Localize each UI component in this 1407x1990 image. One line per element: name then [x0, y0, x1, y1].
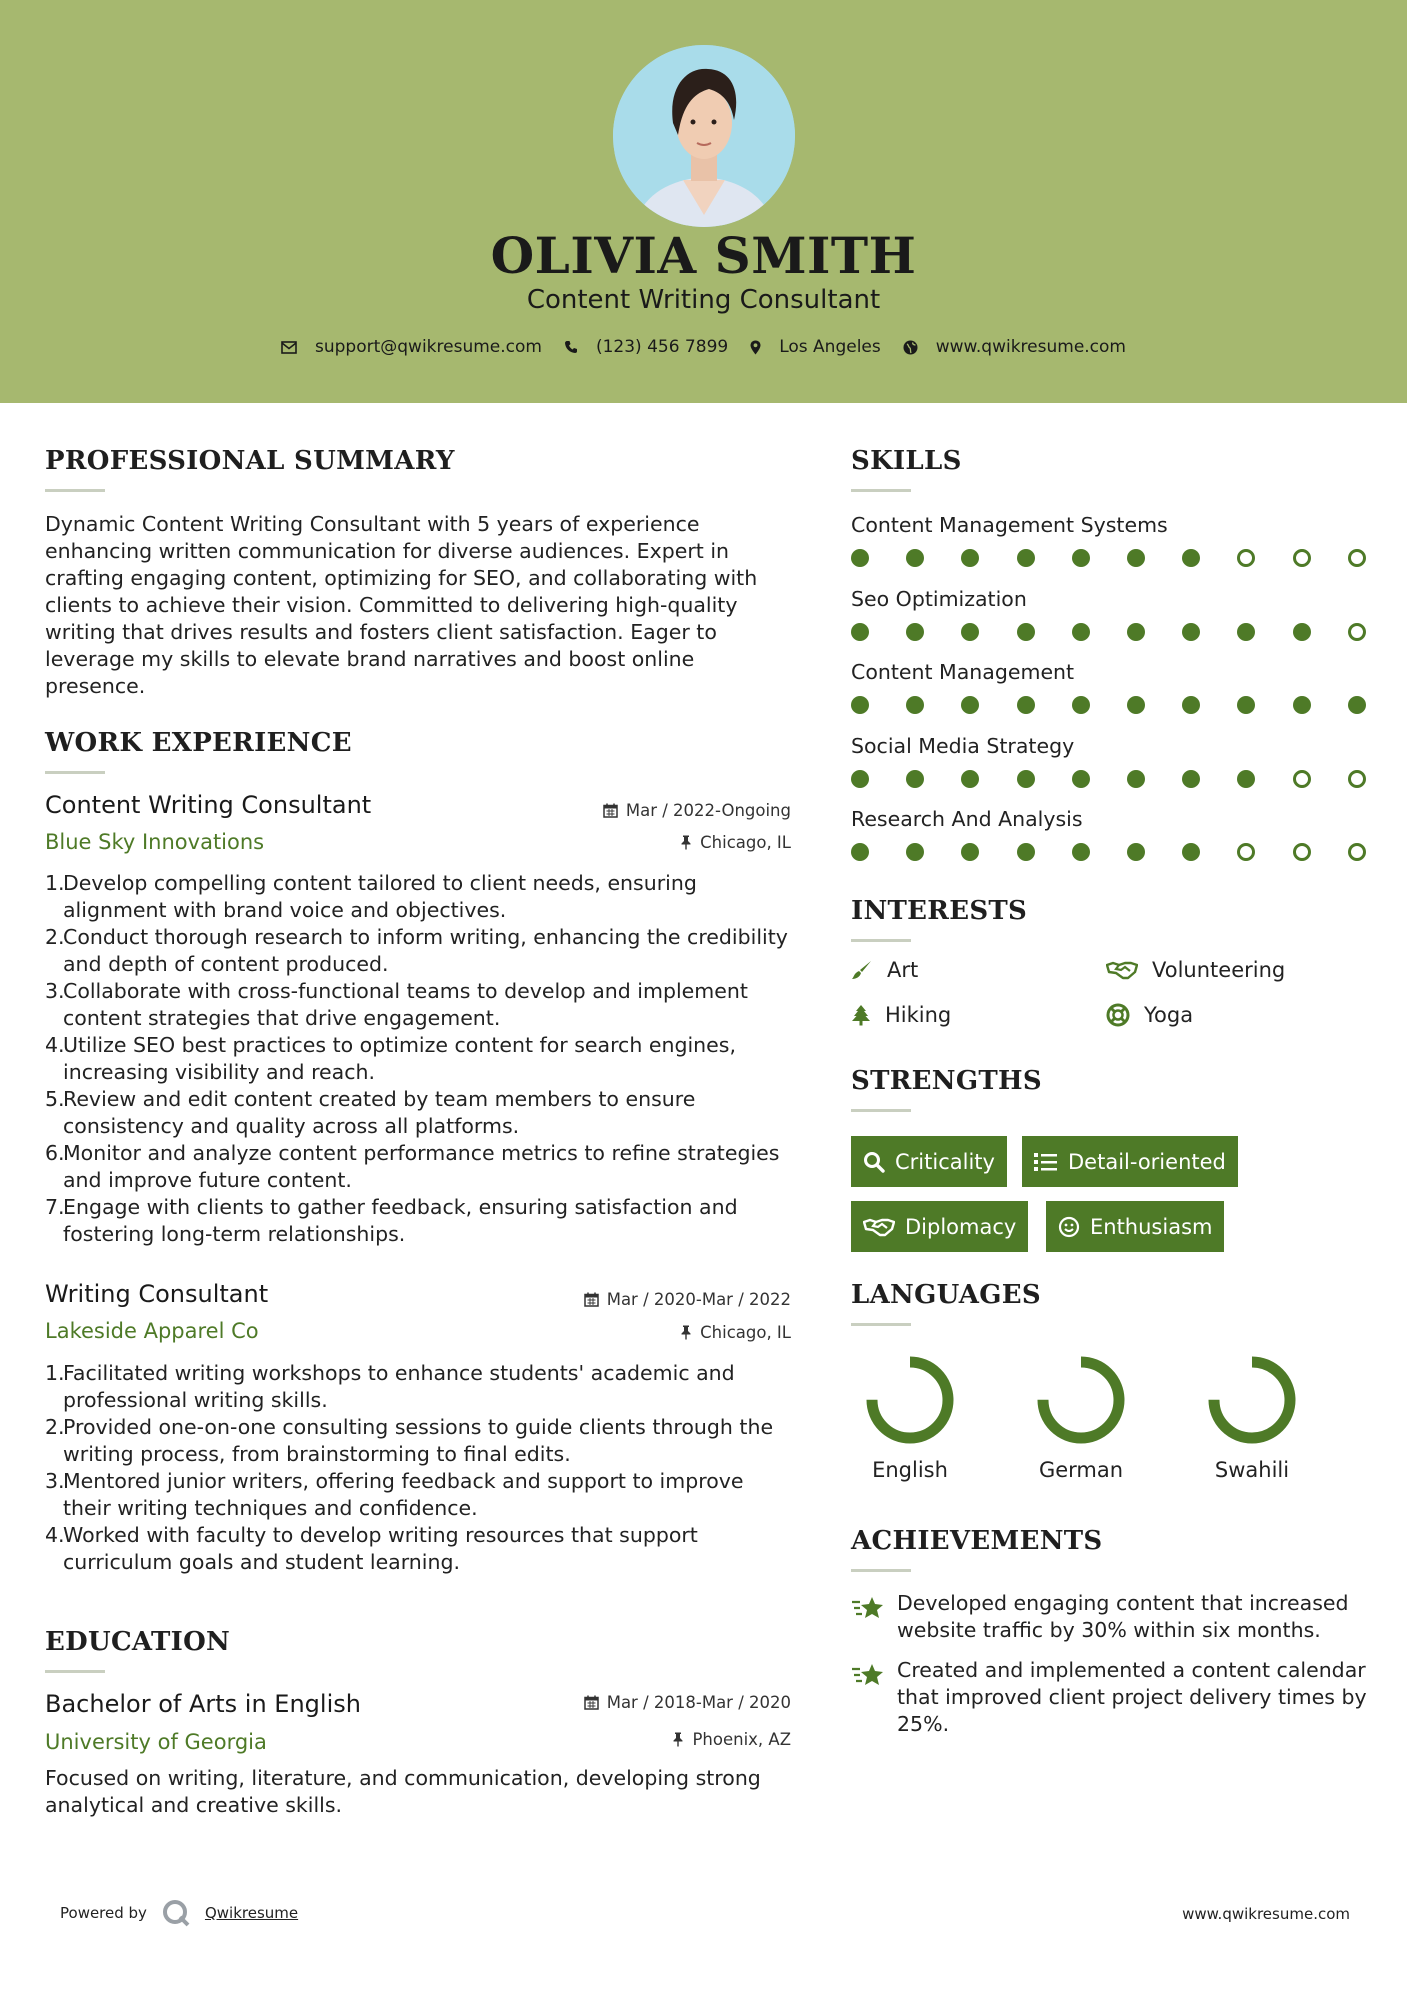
skill-rating	[851, 549, 1371, 569]
contact-website[interactable]	[903, 337, 1126, 357]
job-company: Blue Sky Innovations	[45, 830, 265, 854]
star-icon	[851, 1594, 885, 1622]
interest-label: Yoga	[1144, 1003, 1194, 1027]
candidate-name: OLIVIA SMITH	[490, 226, 917, 285]
skill-dot-filled	[1127, 843, 1145, 861]
interests-heading: INTERESTS	[851, 896, 1028, 926]
footer-url[interactable]: www.qwikresume.com	[1182, 1905, 1350, 1923]
interest-item	[851, 958, 918, 982]
contact-email-text: support@qwikresume.com	[315, 337, 542, 357]
skill-name: Social Media Strategy	[851, 733, 1075, 758]
contact-phone-text: (123) 456 7899	[595, 337, 729, 357]
skill-dot-filled	[851, 843, 869, 861]
skill-dot-filled	[1237, 623, 1255, 641]
skill-rating	[851, 623, 1371, 643]
skills-heading: SKILLS	[851, 446, 962, 476]
tree-icon	[851, 1004, 871, 1026]
skill-dot-filled	[1237, 770, 1255, 788]
skill-dot-empty	[1348, 770, 1366, 788]
interest-label: Volunteering	[1152, 958, 1286, 982]
skill-rating	[851, 696, 1371, 716]
skill-dot-filled	[1072, 549, 1090, 567]
skill-dot-filled	[1182, 623, 1200, 641]
contact-location	[750, 337, 881, 357]
strength-tag	[851, 1201, 1028, 1252]
experience-heading: WORK EXPERIENCE	[45, 728, 352, 758]
thumbtack-icon	[680, 835, 692, 850]
skill-dot-filled	[1182, 843, 1200, 861]
skill-dot-empty	[1293, 549, 1311, 567]
skill-dot-filled	[1072, 696, 1090, 714]
strengths-heading: STRENGTHS	[851, 1066, 1042, 1096]
education-dates-text: Mar / 2018-Mar / 2020	[606, 1693, 791, 1712]
handshake-icon	[863, 1216, 895, 1238]
envelope-icon	[281, 341, 297, 354]
education-description: Focused on writing, literature, and communication, developing strong analytical and creative skills.	[45, 1766, 761, 1817]
languages-heading: LANGUAGES	[851, 1280, 1041, 1310]
skill-dot-filled	[961, 843, 979, 861]
language-name: English	[872, 1458, 948, 1482]
skill-dot-filled	[1127, 696, 1145, 714]
interest-item	[1106, 958, 1285, 982]
contact-website-text: www.qwikresume.com	[935, 337, 1126, 357]
skill-dot-empty	[1348, 843, 1366, 861]
life-ring-icon	[1106, 1003, 1130, 1027]
strength-tag	[1046, 1201, 1224, 1252]
language-ring-arc	[872, 1362, 948, 1438]
list-item: 2. Provided one-on-one consulting sessions to guide clients through the writing process, from brainstorming to final edits.	[45, 1415, 774, 1466]
skill-dot-filled	[851, 696, 869, 714]
skill-dot-filled	[1072, 770, 1090, 788]
candidate-title: Content Writing Consultant	[526, 285, 881, 315]
job-location	[560, 833, 791, 852]
search-icon	[863, 1151, 885, 1173]
language-item	[850, 1350, 970, 1482]
achievements-heading-rule	[851, 1569, 911, 1572]
school-name: University of Georgia	[45, 1730, 267, 1754]
job-dates-text: Mar / 2022-Ongoing	[625, 801, 791, 820]
list-icon	[1034, 1152, 1058, 1172]
skill-dot-filled	[851, 623, 869, 641]
phone-icon	[564, 340, 578, 354]
contact-bar	[0, 337, 1407, 357]
achievement-item: Created and implemented a content calendar that improved client project delivery times by 25%.	[851, 1657, 1371, 1738]
skill-rating	[851, 843, 1371, 863]
qwikresume-logo-icon	[161, 1898, 191, 1928]
calendar-icon	[603, 803, 618, 818]
skill-dot-filled	[1127, 770, 1145, 788]
summary-heading-rule	[45, 489, 105, 492]
strength-label: Detail-oriented	[1068, 1149, 1226, 1174]
language-ring	[1031, 1350, 1131, 1450]
list-item: 4. Utilize SEO best practices to optimize content for search engines, increasing visibility and reach.	[45, 1033, 736, 1084]
map-marker-icon	[750, 340, 761, 355]
language-ring-arc	[1043, 1362, 1119, 1438]
skill-dot-empty	[1237, 843, 1255, 861]
calendar-icon	[584, 1292, 599, 1307]
language-item	[1021, 1350, 1141, 1482]
job-bullets	[45, 1360, 795, 1576]
education-location-text: Phoenix, AZ	[692, 1730, 791, 1749]
list-item: 1. Develop compelling content tailored to client needs, ensuring alignment with brand voice and objectives.	[45, 871, 697, 922]
skill-dot-filled	[1017, 696, 1035, 714]
skills-heading-rule	[851, 489, 911, 492]
skill-dot-filled	[961, 549, 979, 567]
list-item: 7. Engage with clients to gather feedback, ensuring satisfaction and fostering long-term relationships.	[45, 1195, 738, 1246]
strengths-heading-rule	[851, 1109, 911, 1112]
skill-dot-empty	[1293, 843, 1311, 861]
contact-location-text: Los Angeles	[779, 337, 881, 357]
interest-label: Art	[887, 958, 919, 982]
job-location-text: Chicago, IL	[700, 833, 791, 852]
job-title: Writing Consultant	[45, 1280, 269, 1308]
skill-dot-filled	[851, 549, 869, 567]
interests-heading-rule	[851, 939, 911, 942]
language-name: German	[1038, 1458, 1124, 1482]
skill-dot-filled	[1072, 623, 1090, 641]
list-item: 3. Collaborate with cross-functional teams to develop and implement content strategies that drive engagement.	[45, 979, 748, 1030]
strength-tag	[1022, 1136, 1238, 1187]
skill-dot-filled	[906, 770, 924, 788]
summary-text: Dynamic Content Writing Consultant with 5 years of experience enhancing written communication for diverse audiences. Expert in crafting engaging content, optimizing for SEO, and collaborating with clients to achieve their vision. Committed to delivering high-quality writing that drives results and fosters client satisfaction. Eager to leverage my skills to elevate brand narratives and boost online presence.	[45, 512, 758, 698]
smile-icon	[1058, 1216, 1080, 1238]
strength-tag	[851, 1136, 1007, 1187]
job-dates-text: Mar / 2020-Mar / 2022	[606, 1290, 791, 1309]
job-company: Lakeside Apparel Co	[45, 1319, 259, 1343]
job-title: Content Writing Consultant	[45, 791, 372, 819]
skill-dot-filled	[1293, 696, 1311, 714]
resume-header	[0, 0, 1407, 403]
language-name: Swahili	[1214, 1458, 1290, 1482]
skill-dot-filled	[1072, 843, 1090, 861]
profile-photo	[613, 45, 795, 227]
language-item	[1192, 1350, 1312, 1482]
language-ring	[860, 1350, 960, 1450]
education-dates	[520, 1693, 791, 1712]
skill-dot-filled	[851, 770, 869, 788]
job-location	[560, 1323, 791, 1342]
list-item: 6. Monitor and analyze content performance metrics to refine strategies and improve future content.	[45, 1141, 780, 1192]
strength-label: Diplomacy	[905, 1214, 1017, 1239]
paintbrush-icon	[851, 959, 873, 981]
achievements-heading: ACHIEVEMENTS	[851, 1526, 1103, 1556]
interest-label: Hiking	[885, 1003, 952, 1027]
skill-name: Content Management	[851, 660, 1075, 684]
list-item: 4. Worked with faculty to develop writing resources that support curriculum goals and student learning.	[45, 1523, 698, 1574]
list-item: 2. Conduct thorough research to inform writing, enhancing the credibility and depth of content produced.	[45, 925, 788, 976]
powered-by-text: Powered by	[60, 1904, 147, 1922]
interest-item	[1106, 1003, 1193, 1027]
skill-dot-filled	[1348, 696, 1366, 714]
skill-dot-filled	[1127, 623, 1145, 641]
thumbtack-icon	[672, 1732, 684, 1747]
skill-name: Seo Optimization	[851, 586, 1027, 611]
skill-dot-filled	[1017, 843, 1035, 861]
skill-dot-filled	[1017, 549, 1035, 567]
job-bullets	[45, 870, 795, 1248]
skill-name: Content Management Systems	[851, 513, 1168, 537]
calendar-icon	[584, 1695, 599, 1710]
interest-item	[851, 1003, 951, 1027]
education-location	[560, 1730, 791, 1749]
degree-title: Bachelor of Arts in English	[45, 1690, 361, 1718]
skill-dot-filled	[906, 696, 924, 714]
summary-heading: PROFESSIONAL SUMMARY	[45, 446, 455, 476]
job-location-text: Chicago, IL	[700, 1323, 791, 1342]
list-item: 5. Review and edit content created by team members to ensure consistency and quality across all platforms.	[45, 1087, 696, 1138]
globe-icon	[903, 340, 918, 355]
skill-dot-filled	[1017, 623, 1035, 641]
skill-name: Research And Analysis	[851, 807, 1083, 831]
skill-dot-filled	[1017, 770, 1035, 788]
thumbtack-icon	[680, 1325, 692, 1340]
qwikresume-link[interactable]: Qwikresume	[204, 1904, 299, 1922]
language-ring	[1202, 1350, 1302, 1450]
skill-dot-filled	[961, 770, 979, 788]
strength-label: Enthusiasm	[1090, 1214, 1213, 1239]
skill-dot-filled	[1182, 770, 1200, 788]
contact-phone[interactable]	[564, 337, 728, 357]
job-dates	[520, 801, 791, 820]
experience-heading-rule	[45, 771, 105, 774]
skill-dot-filled	[1182, 696, 1200, 714]
footer-powered-by	[60, 1898, 298, 1928]
star-icon	[851, 1661, 885, 1689]
skill-dot-filled	[1182, 549, 1200, 567]
skill-dot-filled	[1127, 549, 1145, 567]
achievement-item: Developed engaging content that increased website traffic by 30% within six months.	[851, 1590, 1371, 1644]
languages-heading-rule	[851, 1323, 911, 1326]
skill-dot-filled	[906, 549, 924, 567]
handshake-icon	[1106, 959, 1138, 981]
list-item: 3. Mentored junior writers, offering feedback and support to improve their writing techniques and confidence.	[45, 1469, 744, 1520]
education-heading: EDUCATION	[45, 1627, 231, 1657]
job-dates	[520, 1290, 791, 1309]
strength-label: Criticality	[895, 1149, 995, 1174]
skill-rating	[851, 770, 1371, 790]
skill-dot-filled	[906, 623, 924, 641]
list-item: 1. Facilitated writing workshops to enhance students' academic and professional writing skills.	[45, 1361, 735, 1412]
skill-dot-empty	[1293, 770, 1311, 788]
language-ring-arc	[1214, 1362, 1290, 1438]
skill-dot-filled	[1293, 623, 1311, 641]
profile-photo-image	[613, 45, 795, 227]
skill-dot-filled	[961, 623, 979, 641]
skill-dot-filled	[906, 843, 924, 861]
education-heading-rule	[45, 1670, 105, 1673]
contact-email[interactable]	[281, 337, 542, 357]
skill-dot-filled	[1237, 696, 1255, 714]
skill-dot-empty	[1237, 549, 1255, 567]
skill-dot-filled	[961, 696, 979, 714]
skill-dot-empty	[1348, 549, 1366, 567]
skill-dot-empty	[1348, 623, 1366, 641]
